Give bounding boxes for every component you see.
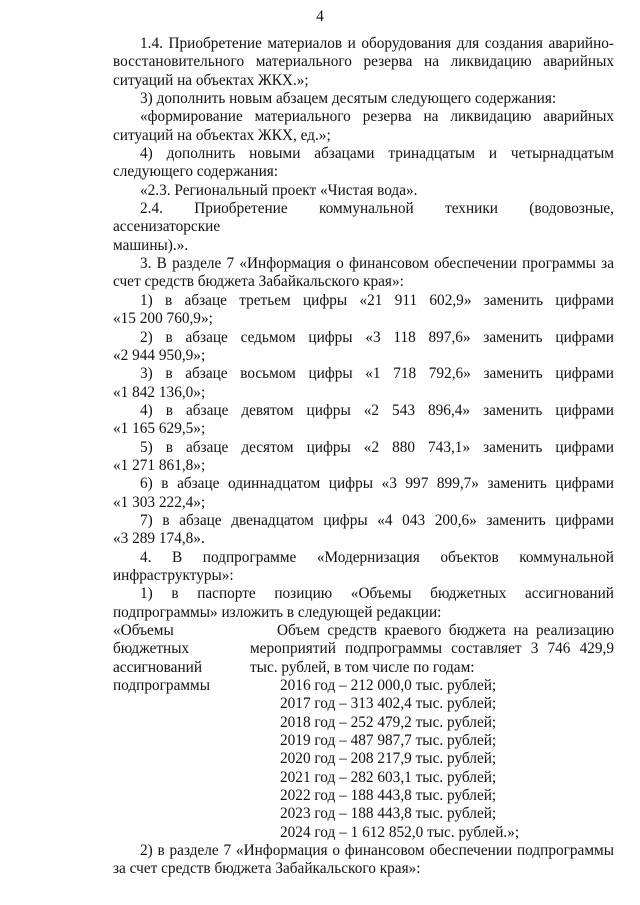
- paragraph-line: следующего содержания:: [113, 163, 279, 181]
- paragraph-line: 4. В подпрограмме «Модернизация объектов коммунальной: [140, 548, 614, 566]
- paragraph-line: машины).».: [113, 236, 189, 254]
- table-text-line: мероприятий подпрограммы составляет 3 746 429,9: [250, 640, 614, 658]
- table-text-line: тыс. рублей, в том числе по годам:: [250, 658, 475, 676]
- table-label-line: ассигнований: [113, 658, 203, 676]
- year-line: 2018 год – 252 479,2 тыс. рублей;: [280, 713, 497, 731]
- paragraph-line: 3) в абзаце восьмом цифры «1 718 792,6» заменить цифрами: [140, 365, 614, 383]
- paragraph-line: подпрограммы» изложить в следующей редакции:: [113, 603, 442, 621]
- paragraph-line: 2) в разделе 7 «Информация о финансовом обеспечении подпрограммы: [140, 842, 614, 860]
- paragraph-line: 6) в абзаце одиннадцатом цифры «3 997 899,7» заменить цифрами: [140, 475, 614, 493]
- paragraph-line: «1 303 222,4»;: [113, 493, 206, 511]
- paragraph-line: «2 944 950,9»;: [113, 346, 206, 364]
- paragraph-line: 2.4. Приобретение коммунальной техники (водовозные, ассенизаторские: [113, 200, 614, 236]
- table-text-line: Объем средств краевого бюджета на реализацию: [277, 622, 614, 639]
- paragraph-line: 4) дополнить новыми абзацами тринадцатым и четырнадцатым: [140, 145, 614, 163]
- closing-paragraphs: [113, 842, 614, 879]
- table-left-column: [113, 622, 250, 842]
- paragraph-line: «15 200 760,9»;: [113, 310, 213, 328]
- paragraph-line: «3 289 174,8».: [113, 530, 205, 548]
- paragraph-line: счет средств бюджета Забайкальского края»:: [113, 273, 404, 291]
- paragraph-line: 4) в абзаце девятом цифры «2 543 896,4» заменить цифрами: [140, 401, 614, 419]
- year-line: 2019 год – 487 987,7 тыс. рублей;: [280, 732, 497, 750]
- year-line: 2020 год – 208 217,9 тыс. рублей;: [280, 750, 497, 768]
- paragraph-list: [113, 35, 614, 622]
- paragraph-line: 1) в абзаце третьем цифры «21 911 602,9» заменить цифрами: [140, 291, 614, 309]
- paragraph-line: инфраструктуры»:: [113, 566, 234, 584]
- year-line: 2023 год – 188 443,8 тыс. рублей;: [280, 805, 497, 823]
- page-number: 4: [316, 8, 324, 25]
- table-right-column: [250, 622, 614, 842]
- year-line: 2024 год – 1 612 852,0 тыс. рублей.»;: [280, 823, 520, 841]
- document-body: [113, 35, 614, 879]
- table-right-text: [250, 622, 614, 677]
- table-label-line: бюджетных: [113, 640, 190, 658]
- paragraph-line: за счет средств бюджета Забайкальского края»:: [113, 860, 421, 878]
- paragraph-line: ситуаций на объектах ЖКХ, ед.»;: [113, 126, 331, 144]
- year-line: 2017 год – 313 402,4 тыс. рублей;: [280, 695, 497, 713]
- paragraph-line: ситуаций на объектах ЖКХ.»;: [113, 71, 309, 89]
- year-line: 2021 год – 282 603,1 тыс. рублей;: [280, 768, 497, 786]
- paragraph-line: «1 271 861,8»;: [113, 456, 206, 474]
- paragraph-line: 1.4. Приобретение материалов и оборудования для создания аварийно-: [140, 35, 614, 52]
- paragraph-line: «1 165 629,5»;: [113, 420, 206, 438]
- paragraph-line: «формирование материального резерва на ликвидацию аварийных: [140, 108, 614, 126]
- paragraph-line: 7) в абзаце двенадцатом цифры «4 043 200,6» заменить цифрами: [140, 511, 614, 529]
- paragraph-line: 3) дополнить новым абзацем десятым следующего содержания:: [140, 90, 557, 108]
- paragraph-line: 5) в абзаце десятом цифры «2 880 743,1» заменить цифрами: [140, 438, 614, 456]
- table-label-line: подпрограммы: [113, 677, 211, 695]
- paragraph-line: 2) в абзаце седьмом цифры «3 118 897,6» заменить цифрами: [140, 328, 614, 346]
- paragraph-line: «1 842 136,0»;: [113, 383, 206, 401]
- allocation-table: [113, 622, 614, 842]
- paragraph-line: восстановительного материального резерва на ликвидацию аварийных: [113, 53, 614, 71]
- year-line: 2022 год – 188 443,8 тыс. рублей;: [280, 787, 497, 805]
- table-label-line: «Объемы: [113, 622, 174, 639]
- paragraph-line: «2.3. Региональный проект «Чистая вода».: [140, 181, 418, 199]
- paragraph-line: 1) в паспорте позицию «Объемы бюджетных ассигнований: [140, 585, 614, 603]
- paragraph-line: 3. В разделе 7 «Информация о финансовом обеспечении программы за: [140, 255, 614, 273]
- year-line: 2016 год – 212 000,0 тыс. рублей;: [280, 677, 497, 695]
- year-list: [250, 677, 614, 842]
